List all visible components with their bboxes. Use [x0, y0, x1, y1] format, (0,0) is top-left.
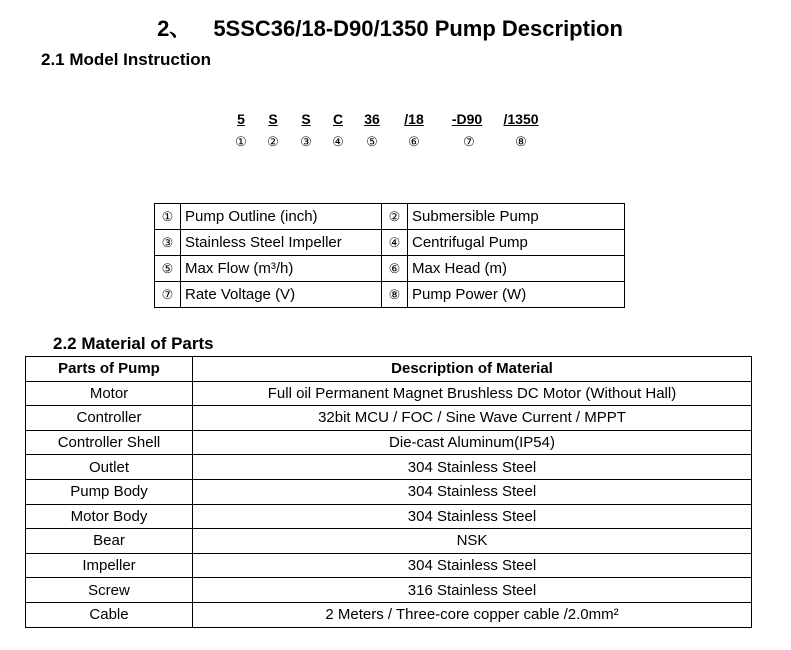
material-cell: 304 Stainless Steel [193, 455, 752, 480]
table-row [155, 256, 625, 282]
table-row [26, 455, 752, 480]
legend-marker: ⑦ [155, 282, 181, 308]
part-name-cell: Outlet [26, 455, 193, 480]
model-code-marker: ⑥ [408, 134, 420, 149]
legend-text: Max Head (m) [408, 256, 625, 282]
table-row [26, 406, 752, 431]
table-row [155, 204, 625, 230]
title-text: 5SSC36/18-D90/1350 Pump Description [213, 16, 623, 41]
section-heading-material-of-parts: 2.2 Material of Parts [53, 334, 214, 353]
legend-marker: ⑤ [155, 256, 181, 282]
legend-text: Max Flow (m³/h) [181, 256, 382, 282]
material-cell: 2 Meters / Three-core copper cable /2.0mm² [193, 602, 752, 627]
legend-text: Rate Voltage (V) [181, 282, 382, 308]
material-cell: Full oil Permanent Magnet Brushless DC Motor (Without Hall) [193, 381, 752, 406]
legend-text: Pump Power (W) [408, 282, 625, 308]
table-row [26, 553, 752, 578]
model-code-marker: ④ [332, 134, 344, 149]
model-code-part: -D90 [451, 111, 483, 127]
material-cell: 304 Stainless Steel [193, 479, 752, 504]
legend-marker: ⑧ [382, 282, 408, 308]
section-heading-model-instruction: 2.1 Model Instruction [41, 50, 212, 69]
model-code-marker: ⑦ [463, 134, 475, 149]
legend-text: Submersible Pump [408, 204, 625, 230]
legend-marker: ② [382, 204, 408, 230]
model-code-marker: ② [267, 134, 279, 149]
material-cell: NSK [193, 529, 752, 554]
table-row [26, 430, 752, 455]
model-code-part: 36 [364, 111, 380, 127]
legend-marker: ① [155, 204, 181, 230]
table-header-row [26, 357, 752, 382]
part-name-cell: Motor [26, 381, 193, 406]
table-row [26, 479, 752, 504]
table-row [155, 230, 625, 256]
model-code-marker: ⑧ [515, 134, 527, 149]
model-code-part: S [268, 111, 278, 127]
model-code-marker: ① [235, 134, 247, 149]
material-cell: 32bit MCU / FOC / Sine Wave Current / MPPT [193, 406, 752, 431]
material-cell: 304 Stainless Steel [193, 553, 752, 578]
table-row [26, 529, 752, 554]
part-name-cell: Pump Body [26, 479, 193, 504]
table-row [26, 602, 752, 627]
legend-marker: ⑥ [382, 256, 408, 282]
part-name-cell: Motor Body [26, 504, 193, 529]
part-name-cell: Controller [26, 406, 193, 431]
part-name-cell: Controller Shell [26, 430, 193, 455]
legend-text: Pump Outline (inch) [181, 204, 382, 230]
material-cell: 316 Stainless Steel [193, 578, 752, 603]
part-name-cell: Cable [26, 602, 193, 627]
column-header-description: Description of Material [193, 357, 752, 382]
model-code-part: /1350 [503, 111, 539, 127]
material-cell: 304 Stainless Steel [193, 504, 752, 529]
model-code-marker: ⑤ [366, 134, 378, 149]
material-cell: Die-cast Aluminum(IP54) [193, 430, 752, 455]
page-title [0, 12, 780, 43]
legend-text: Stainless Steel Impeller [181, 230, 382, 256]
model-code-part: C [332, 111, 344, 127]
table-row [155, 282, 625, 308]
part-name-cell: Impeller [26, 553, 193, 578]
table-row [26, 381, 752, 406]
legend-marker: ③ [155, 230, 181, 256]
part-name-cell: Bear [26, 529, 193, 554]
column-header-parts: Parts of Pump [26, 357, 193, 382]
model-code-part: /18 [404, 111, 424, 127]
table-row [26, 578, 752, 603]
materials-table [25, 356, 752, 628]
model-code-part: S [301, 111, 311, 127]
legend-text: Centrifugal Pump [408, 230, 625, 256]
title-number: 2、 [157, 16, 192, 41]
model-code-marker: ③ [300, 134, 312, 149]
legend-marker: ④ [382, 230, 408, 256]
part-name-cell: Screw [26, 578, 193, 603]
model-legend-table [154, 203, 625, 308]
table-row [26, 504, 752, 529]
model-code-part: 5 [237, 111, 245, 127]
